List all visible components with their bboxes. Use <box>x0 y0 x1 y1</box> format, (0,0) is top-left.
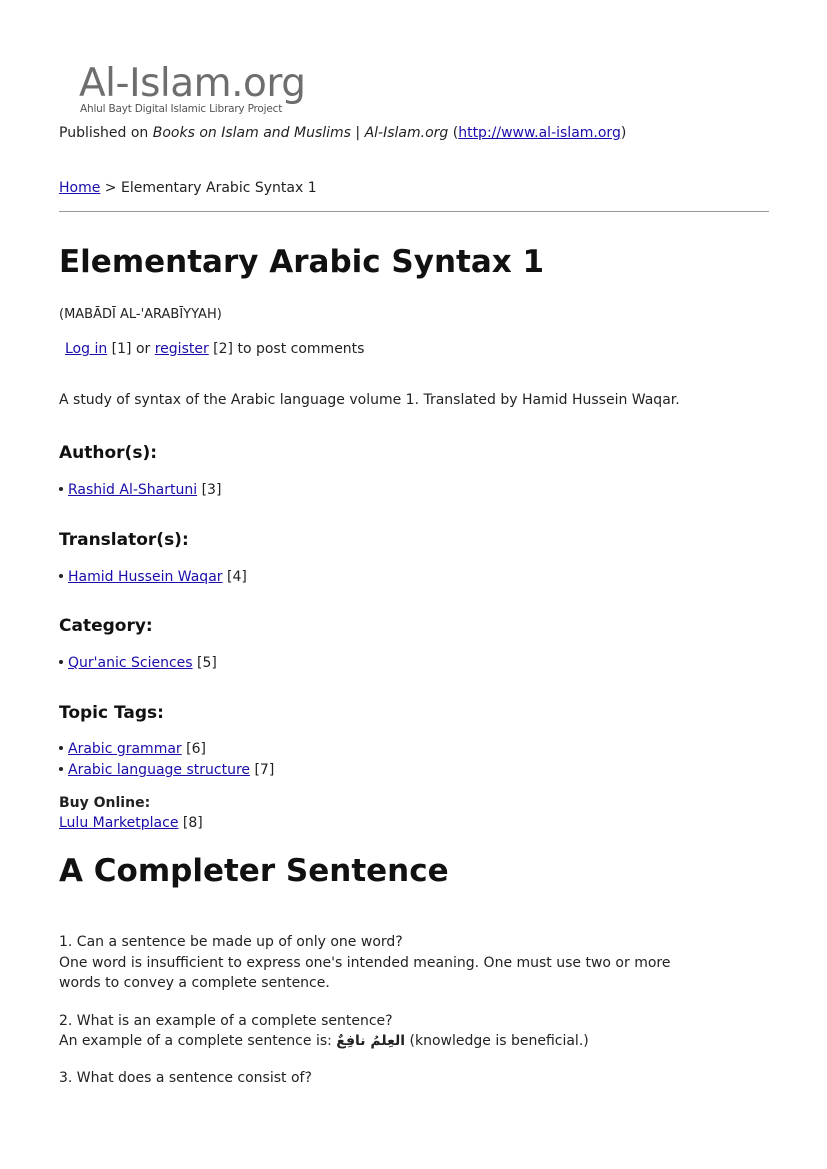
site-url-link[interactable]: http://www.al-islam.org <box>458 125 621 141</box>
answer-2 <box>59 1031 589 1051</box>
list-item <box>59 569 247 585</box>
topic-tag-ref: [7] <box>250 762 275 778</box>
published-open-paren: ( <box>448 125 459 141</box>
register-link[interactable]: register <box>154 341 209 357</box>
arabic-example: العِلمُ نافِعٌ <box>336 1033 406 1049</box>
bullet-icon <box>59 660 63 664</box>
list-item <box>59 482 221 498</box>
question-3: 3. What does a sentence consist of? <box>59 1070 312 1086</box>
bullet-icon <box>59 746 63 750</box>
topic-tag-link[interactable]: Arabic grammar <box>68 741 182 757</box>
register-ref: [2] to post comments <box>208 341 365 357</box>
lulu-marketplace-link[interactable]: Lulu Marketplace <box>59 815 179 831</box>
breadcrumb-home-link[interactable]: Home <box>59 180 101 196</box>
bullet-icon <box>59 767 63 771</box>
author-ref: [3] <box>197 482 222 498</box>
authors-heading: Author(s): <box>59 443 158 463</box>
topic-tag-ref: [6] <box>181 741 206 757</box>
category-ref: [5] <box>192 655 217 671</box>
buy-online-label: Buy Online: <box>59 795 151 811</box>
chapter-title: A Completer Sentence <box>59 853 449 889</box>
translator-link[interactable]: Hamid Hussein Waqar <box>68 569 223 585</box>
answer-2-prefix: An example of a complete sentence is: <box>59 1033 337 1049</box>
list-item <box>59 741 206 757</box>
translators-heading: Translator(s): <box>59 530 189 550</box>
divider <box>59 211 769 212</box>
list-item <box>59 762 274 778</box>
question-2: 2. What is an example of a complete sentence? <box>59 1013 393 1029</box>
page-subtitle: (MABĀDĪ AL-'ARABĪYYAH) <box>59 307 222 322</box>
buy-ref: [8] <box>178 815 203 831</box>
logo-tagline: Ahlul Bayt Digital Islamic Library Project <box>80 103 283 115</box>
published-site-name: Books on Islam and Muslims | Al-Islam.org <box>152 125 449 141</box>
category-link[interactable]: Qur'anic Sciences <box>68 655 193 671</box>
published-line <box>59 125 626 141</box>
translator-ref: [4] <box>222 569 247 585</box>
login-link[interactable]: Log in <box>65 341 108 357</box>
answer-1-line-2: words to convey a complete sentence. <box>59 975 330 991</box>
published-prefix: Published on <box>59 125 153 141</box>
login-ref: [1] or <box>107 341 155 357</box>
logo-text: Al-Islam.org <box>79 61 306 106</box>
author-link[interactable]: Rashid Al-Shartuni <box>68 482 198 498</box>
page-title: Elementary Arabic Syntax 1 <box>59 244 545 280</box>
list-item <box>59 655 217 671</box>
site-logo[interactable] <box>79 61 319 120</box>
topic-tag-link[interactable]: Arabic language structure <box>68 762 250 778</box>
buy-online-row <box>59 815 203 831</box>
breadcrumb-current: Elementary Arabic Syntax 1 <box>120 180 317 196</box>
published-close-paren: ) <box>620 125 627 141</box>
answer-1-line-1: One word is insufficient to express one's intended meaning. One must use two or more <box>59 955 671 971</box>
question-1: 1. Can a sentence be made up of only one word? <box>59 934 403 950</box>
topic-tags-heading: Topic Tags: <box>59 703 164 723</box>
category-heading: Category: <box>59 616 153 636</box>
answer-2-suffix: (knowledge is beneficial.) <box>405 1033 589 1049</box>
book-description: A study of syntax of the Arabic language volume 1. Translated by Hamid Hussein Waqar. <box>59 392 680 408</box>
breadcrumb <box>59 180 317 196</box>
login-prompt <box>65 341 364 357</box>
breadcrumb-separator: > <box>100 180 121 196</box>
bullet-icon <box>59 487 63 491</box>
bullet-icon <box>59 574 63 578</box>
